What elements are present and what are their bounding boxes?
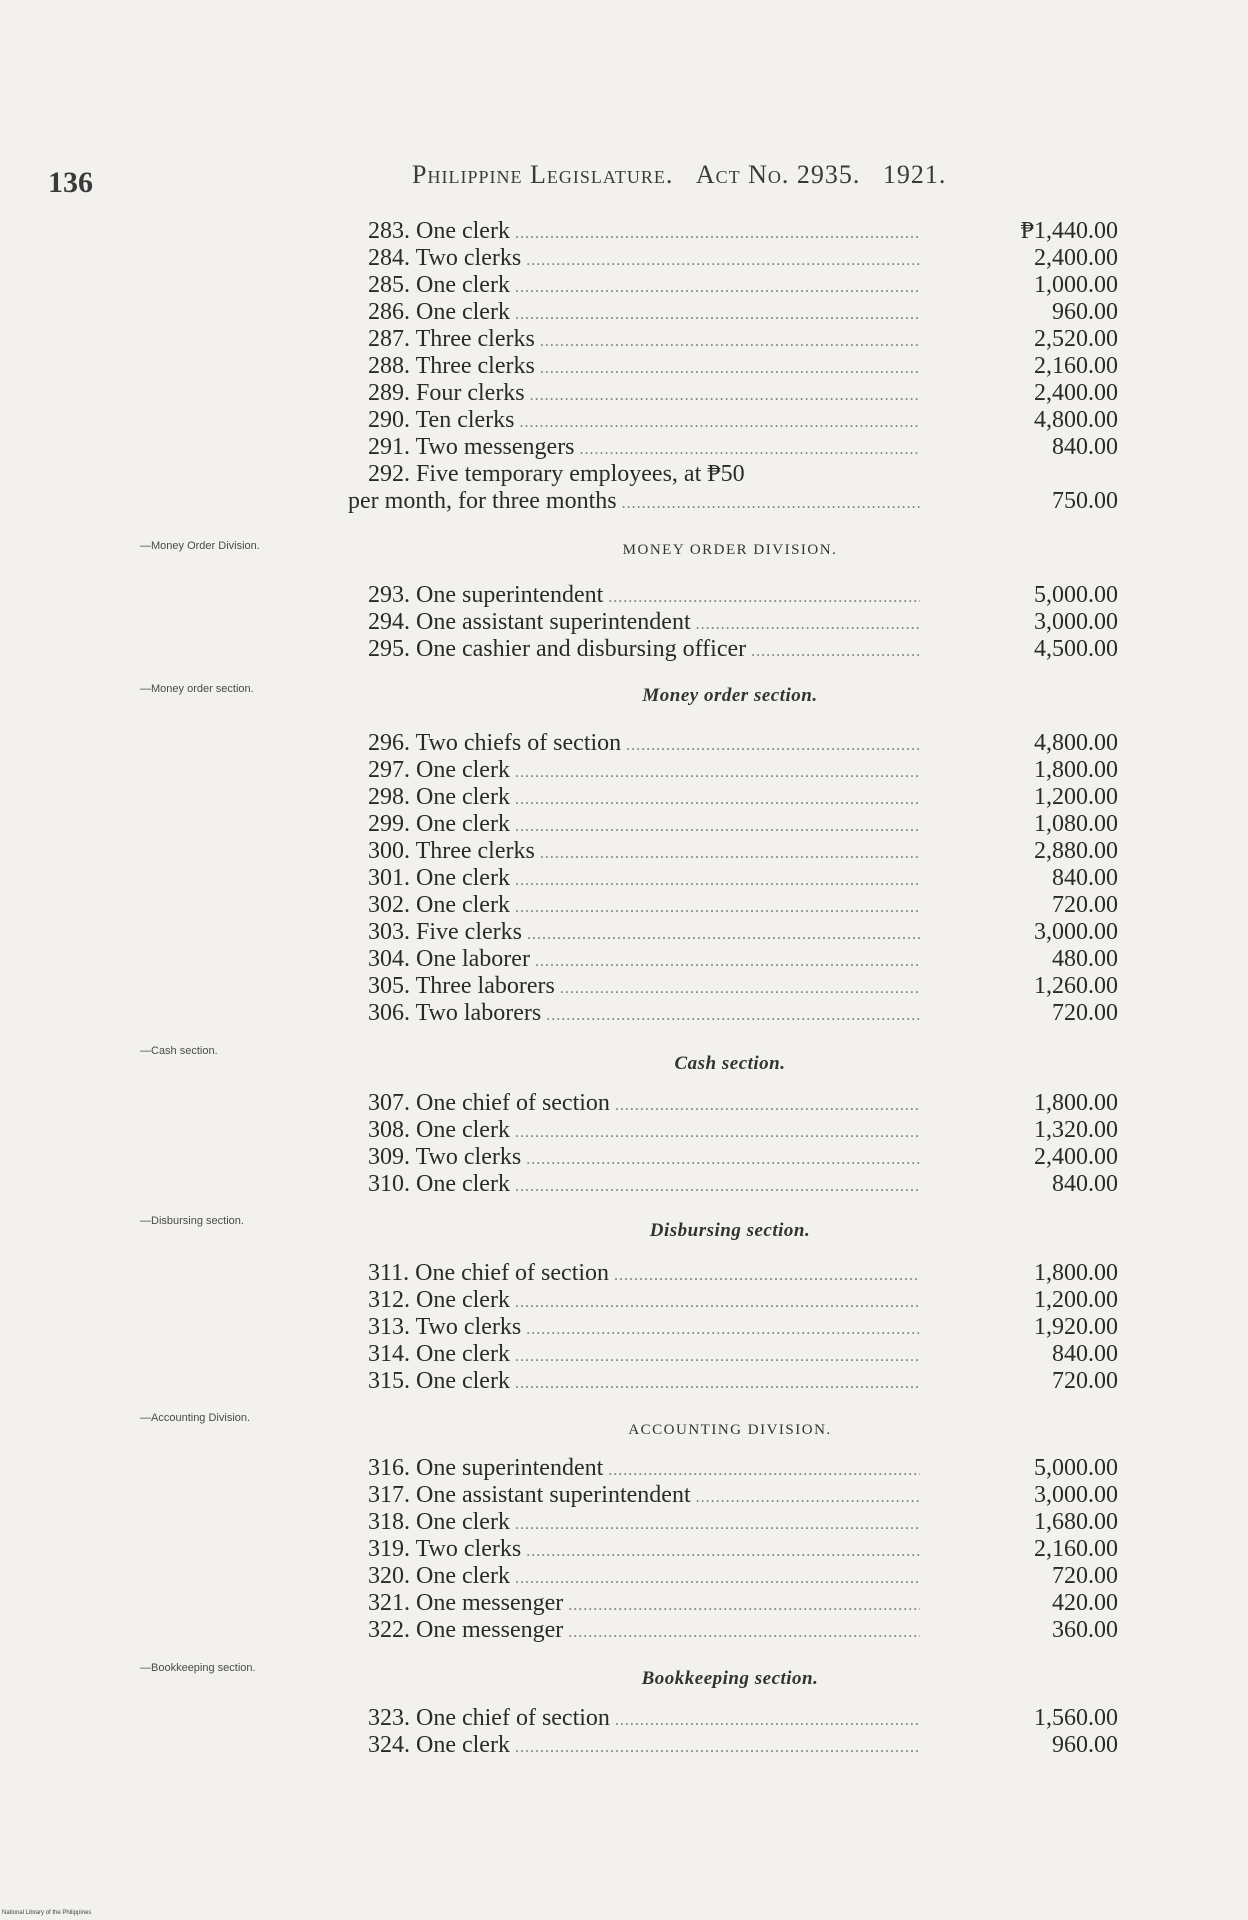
line-item (368, 1287, 1118, 1314)
item-amount: 1,080.00 (1034, 811, 1118, 837)
line-item (368, 1455, 1118, 1482)
item-description: 324. One clerk ..... (368, 1732, 920, 1761)
item-description: 309. Two clerks ..... (368, 1144, 920, 1173)
line-item (368, 973, 1118, 1000)
line-item (368, 1368, 1118, 1395)
bookkeeping-section-heading: Bookkeeping section. (641, 1668, 819, 1689)
line-item (368, 811, 1118, 838)
item-description: 289. Four clerks ..... (368, 380, 920, 409)
item-amount: 1,680.00 (1034, 1509, 1118, 1535)
item-description: 316. One superintendent ..... (368, 1455, 920, 1484)
item-amount: 960.00 (1052, 1732, 1118, 1758)
cash-section-margin-note: —Cash section. (140, 1045, 218, 1057)
running-head-year: 1921. (882, 160, 947, 189)
line-item (368, 636, 1118, 663)
item-amount: 5,000.00 (1034, 1455, 1118, 1481)
item-description: 294. One assistant superintendent ..... (368, 609, 920, 638)
item-description: 323. One chief of section ..... (368, 1705, 920, 1734)
item-description: 317. One assistant superintendent ..... (368, 1482, 920, 1511)
item-description: 300. Three clerks ..... (368, 838, 920, 867)
item-amount: 840.00 (1052, 1341, 1118, 1367)
item-amount: 720.00 (1052, 1368, 1118, 1394)
item-amount: 3,000.00 (1034, 919, 1118, 945)
line-item (368, 730, 1118, 757)
accounting-division-heading: ACCOUNTING DIVISION. (628, 1422, 832, 1438)
line-item (368, 407, 1118, 434)
running-head (412, 160, 946, 190)
line-item (368, 1000, 1118, 1027)
line-item (368, 1144, 1118, 1171)
line-item (368, 1090, 1118, 1117)
running-head-act: Act No. 2935. (695, 160, 861, 189)
item-description: 315. One clerk ..... (368, 1368, 920, 1397)
item-amount: 4,800.00 (1034, 407, 1118, 433)
line-item (368, 946, 1118, 973)
line-item (368, 353, 1118, 380)
item-amount: 3,000.00 (1034, 1482, 1118, 1508)
line-item (368, 245, 1118, 272)
item-description: 318. One clerk ..... (368, 1509, 920, 1538)
disbursing-section-margin-note: —Disbursing section. (140, 1215, 244, 1227)
item-description: 298. One clerk ..... (368, 784, 920, 813)
item-description: 308. One clerk ..... (368, 1117, 920, 1146)
disbursing-section-heading: Disbursing section. (649, 1220, 811, 1241)
accounting-division-margin-note: —Accounting Division. (140, 1412, 251, 1424)
money-order-section-margin-note: —Money order section. (140, 683, 254, 695)
item-description: 283. One clerk ..... (368, 218, 920, 247)
item-description: 312. One clerk ..... (368, 1287, 920, 1316)
item-description: 290. Ten clerks ..... (368, 407, 920, 436)
item-amount: 720.00 (1052, 892, 1118, 918)
line-item (368, 919, 1118, 946)
item-amount: 720.00 (1052, 1563, 1118, 1589)
item-description: 304. One laborer ..... (368, 946, 920, 975)
item-amount: 1,800.00 (1034, 1090, 1118, 1116)
line-item (368, 757, 1118, 784)
item-amount: 2,400.00 (1034, 380, 1118, 406)
item-amount: 1,000.00 (1034, 272, 1118, 298)
item-amount: 1,320.00 (1034, 1117, 1118, 1143)
item-description: 320. One clerk ..... (368, 1563, 920, 1592)
item-amount: 1,560.00 (1034, 1705, 1118, 1731)
item-description: 305. Three laborers ..... (368, 973, 920, 1002)
item-description: 307. One chief of section ..... (368, 1090, 920, 1119)
line-item (368, 1732, 1118, 1759)
money-order-division-margin-note: —Money Order Division. (140, 540, 260, 552)
line-item (368, 784, 1118, 811)
item-amount: 5,000.00 (1034, 582, 1118, 608)
item-amount: 840.00 (1052, 1171, 1118, 1197)
line-item (368, 434, 1118, 461)
item-amount: 2,160.00 (1034, 1536, 1118, 1562)
line-item (368, 838, 1118, 865)
line-item (368, 1171, 1118, 1198)
item-amount: 420.00 (1052, 1590, 1118, 1616)
line-item (368, 1590, 1118, 1617)
money-order-section-heading: Money order section. (642, 685, 818, 706)
running-head-legislature: Philippine Legislature. (412, 160, 674, 189)
line-item (368, 299, 1118, 326)
item-description: 321. One messenger ..... (368, 1590, 920, 1619)
item-amount: ₱1,440.00 (1020, 218, 1118, 244)
line-item (368, 1314, 1118, 1341)
item-description: 291. Two messengers ..... (368, 434, 920, 463)
item-amount: 2,520.00 (1034, 326, 1118, 352)
item-description: 302. One clerk ..... (368, 892, 920, 921)
item-description: 313. Two clerks ..... (368, 1314, 920, 1343)
item-amount: 480.00 (1052, 946, 1118, 972)
line-item (368, 1563, 1118, 1590)
item-amount: 1,800.00 (1034, 757, 1118, 783)
line-item (368, 218, 1118, 245)
item-amount: 720.00 (1052, 1000, 1118, 1026)
item-description: 297. One clerk ..... (368, 757, 920, 786)
line-item (368, 582, 1118, 609)
item-description: 310. One clerk ..... (368, 1171, 920, 1200)
line-item (368, 1705, 1118, 1732)
item-amount: 840.00 (1052, 434, 1118, 460)
item-description: 295. One cashier and disbursing officer ..... (368, 636, 920, 665)
item-amount: 1,260.00 (1034, 973, 1118, 999)
line-item (368, 865, 1118, 892)
item-description: 296. Two chiefs of section ..... (368, 730, 920, 759)
item-description: 311. One chief of section ..... (368, 1260, 920, 1289)
item-amount: 2,160.00 (1034, 353, 1118, 379)
cash-section-heading: Cash section. (674, 1053, 786, 1074)
item-description: 285. One clerk ..... (368, 272, 920, 301)
item-amount: 1,920.00 (1034, 1314, 1118, 1340)
page-number: 136 (48, 166, 93, 199)
item-description: 284. Two clerks ..... (368, 245, 920, 274)
item-description: 306. Two laborers ..... (368, 1000, 920, 1029)
item-amount: 2,400.00 (1034, 245, 1118, 271)
money-order-division-heading: MONEY ORDER DIVISION. (622, 542, 838, 558)
item-description: 292. Five temporary employees, at ₱50 (368, 461, 745, 487)
item-description: 322. One messenger ..... (368, 1617, 920, 1646)
item-description: 301. One clerk ..... (368, 865, 920, 894)
item-amount: 2,400.00 (1034, 1144, 1118, 1170)
item-description: 287. Three clerks ..... (368, 326, 920, 355)
line-item (368, 461, 1118, 488)
item-amount: 840.00 (1052, 865, 1118, 891)
line-item (368, 1509, 1118, 1536)
item-description: 319. Two clerks ..... (368, 1536, 920, 1565)
line-item-continuation (348, 488, 1118, 515)
item-description: 299. One clerk ..... (368, 811, 920, 840)
item-amount: 960.00 (1052, 299, 1118, 325)
item-description: per month, for three months ..... (348, 488, 920, 517)
item-description: 288. Three clerks ..... (368, 353, 920, 382)
line-item (368, 1341, 1118, 1368)
item-amount: 4,800.00 (1034, 730, 1118, 756)
item-description: 286. One clerk ..... (368, 299, 920, 328)
line-item (368, 1617, 1118, 1644)
bookkeeping-section-margin-note: —Bookkeeping section. (140, 1662, 256, 1674)
item-description: 303. Five clerks ..... (368, 919, 920, 948)
item-amount: 360.00 (1052, 1617, 1118, 1643)
item-amount: 1,200.00 (1034, 1287, 1118, 1313)
line-item (368, 892, 1118, 919)
item-amount: 3,000.00 (1034, 609, 1118, 635)
line-item (368, 272, 1118, 299)
line-item (368, 326, 1118, 353)
item-amount: 1,800.00 (1034, 1260, 1118, 1286)
footer-note: National Library of the Philippines (2, 1910, 92, 1916)
item-description: 293. One superintendent ..... (368, 582, 920, 611)
line-item (368, 1536, 1118, 1563)
line-item (368, 380, 1118, 407)
line-item (368, 1117, 1118, 1144)
item-amount: 750.00 (1052, 488, 1118, 514)
item-amount: 2,880.00 (1034, 838, 1118, 864)
line-item (368, 1482, 1118, 1509)
line-item (368, 1260, 1118, 1287)
line-item (368, 609, 1118, 636)
item-amount: 1,200.00 (1034, 784, 1118, 810)
item-amount: 4,500.00 (1034, 636, 1118, 662)
item-description: 314. One clerk ..... (368, 1341, 920, 1370)
